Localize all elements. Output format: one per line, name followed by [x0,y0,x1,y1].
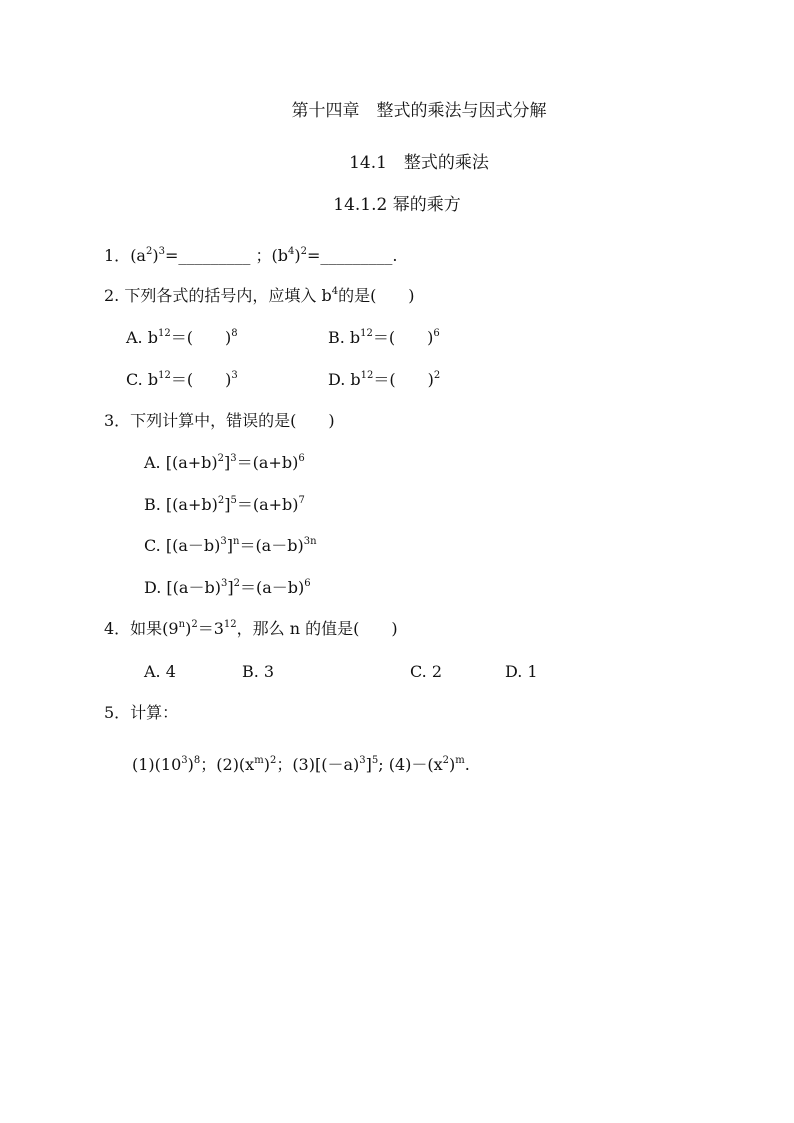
question-5-expressions: $(1)(10^3)^8$；$(2)(x^m)^2$；$(3)[(-a)^3]^5$; $(4)-(x^2)^m$. [132,755,470,774]
question-5-stem: 5．计算： [104,703,179,722]
question-4-option-c: C. 2 [410,662,443,681]
question-1: 1．$(a^2)^3=\_\_\_\_\_\_\_\_\_$ ；$(b^4)^2=\_\_\_\_\_\_\_\_\_$. [104,246,398,265]
chapter-title: 第十四章 整式的乘法与因式分解 [291,101,547,121]
subsection-title: 14.1.2 幂的乘方 [333,195,461,215]
question-4-option-b: B. 3 [242,662,275,681]
question-3-stem: 3．下列计算中，错误的是( ) [104,411,335,430]
question-2-option-a: A. $b^{12}=$( )$^8$ [126,328,238,347]
question-3-option-a: A. $[(a+b)^2]^3=(a+b)^6$ [144,453,305,472]
question-3-option-c: C. $[(a-b)^3]^n=(a-b)^{3n}$ [144,536,317,555]
question-3-option-d: D. $[(a-b)^3]^2=(a-b)^6$ [144,578,311,597]
question-4-option-a: A. 4 [144,662,176,681]
question-2-option-c: C. $b^{12}=$( )$^3$ [126,370,238,389]
question-2-option-d: D. $b^{12}=$( )$^2$ [328,370,441,389]
question-3-option-b: B. $[(a+b)^2]^5=(a+b)^7$ [144,495,305,514]
question-4-option-d: D. 1 [505,662,538,681]
question-2-option-b: B. $b^{12}=$( )$^6$ [328,328,440,347]
question-4-stem: 4．如果$(9^n)^2=3^{12}$，那么 n 的值是( ) [104,619,398,638]
question-2-stem: 2. 下列各式的括号内，应填入 $b^4$的是( ) [104,286,415,305]
section-title: 14.1 整式的乘法 [349,153,489,173]
